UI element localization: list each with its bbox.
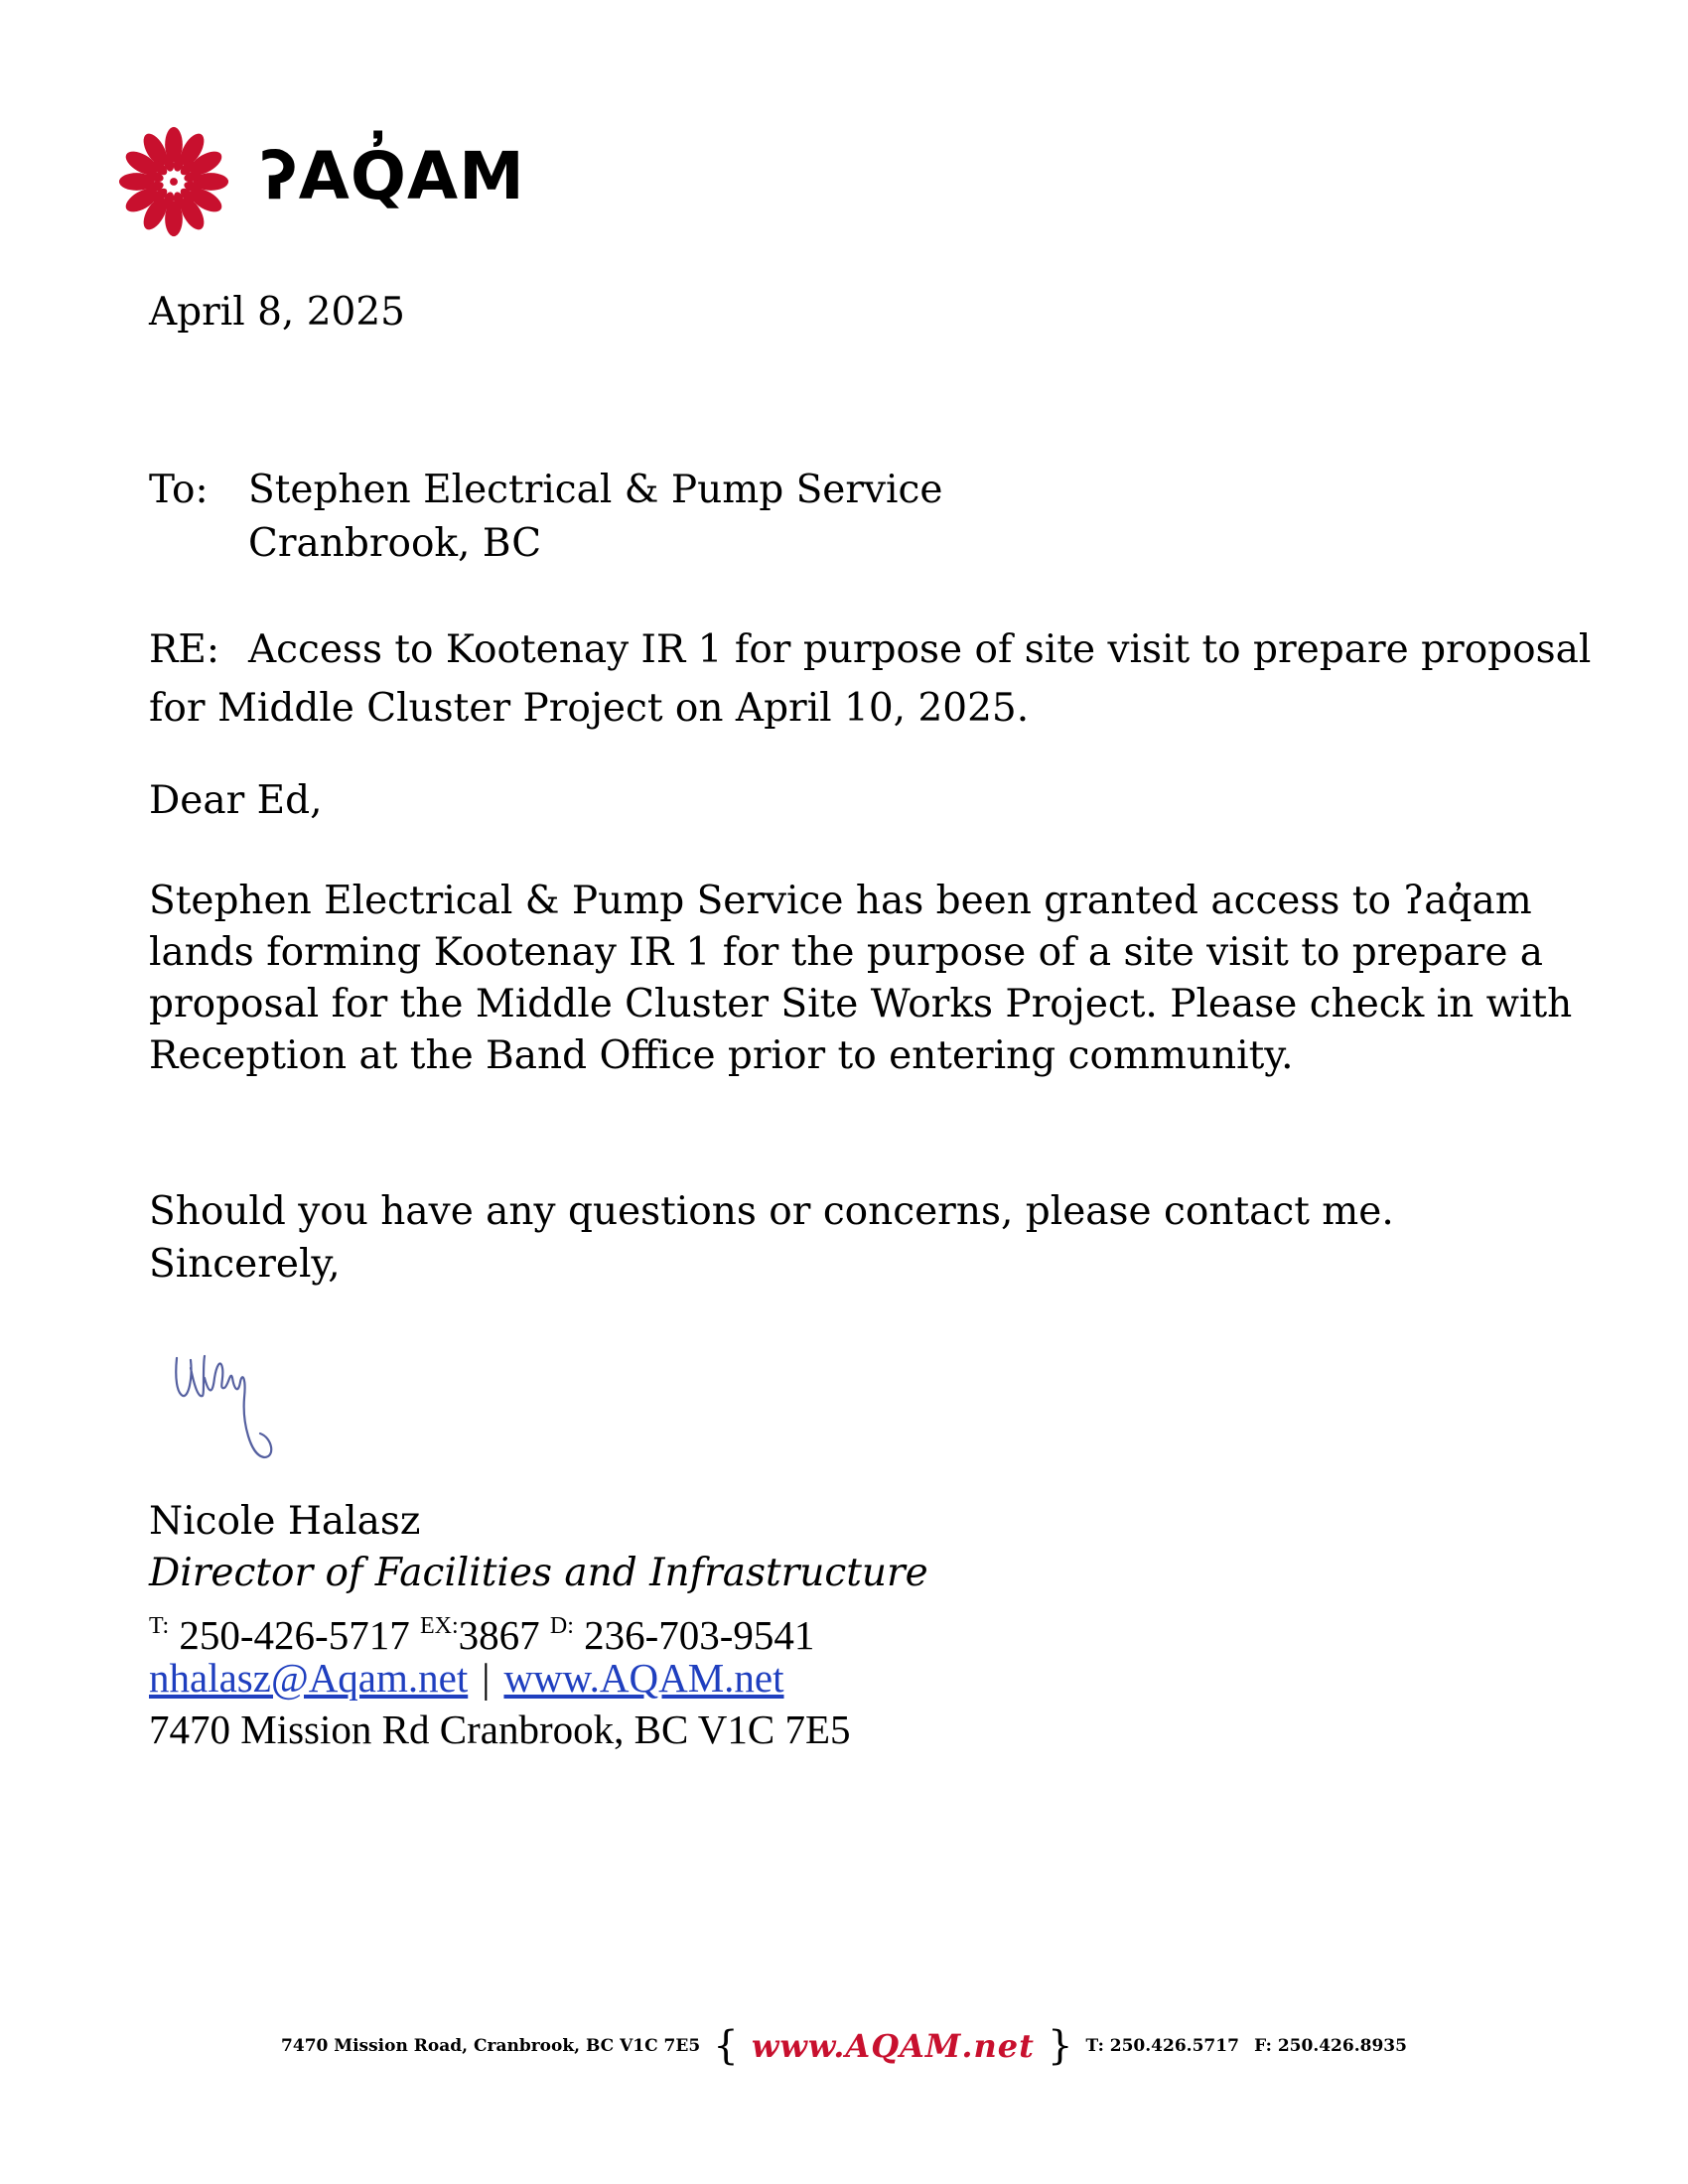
direct-number: 236-703-9541 [584,1612,815,1658]
recipient-location: Cranbrook, BC [248,521,542,566]
paragraph-line: lands forming Kootenay IR 1 for the purpose of a site visit to prepare a [149,930,1544,975]
subject-line-2: for Middle Cluster Project on April 10, 2025. [149,686,1030,731]
signer-name: Nicole Halasz [149,1499,421,1544]
phone-t-label: T: [149,1613,170,1639]
direct-label: D: [549,1613,574,1639]
aqam-flower-logo-icon [115,123,232,240]
letter-date: April 8, 2025 [149,290,405,335]
footer-fax: F: 250.426.8935 [1254,2036,1407,2056]
letterhead-footer [0,2023,1688,2069]
body-paragraph [149,876,1573,1082]
salutation: Dear Ed, [149,778,323,823]
paragraph-line: Stephen Electrical & Pump Service has been granted access to ʔaq̓am [149,879,1532,923]
footer-website: www.AQAM.net [751,2027,1035,2065]
footer-address: 7470 Mission Road, Cranbrook, BC V1C 7E5 [281,2036,701,2056]
re-label: RE: [149,627,219,672]
website-link[interactable]: www.AQAM.net [503,1655,784,1701]
closing-line: Should you have any questions or concerns, please contact me. [149,1189,1394,1234]
aqam-wordmark: ʔAQ̓AM [260,138,525,214]
subject-line-1: Access to Kootenay IR 1 for purpose of site visit to prepare proposal [248,627,1592,672]
ext-label: EX: [419,1613,459,1639]
to-label: To: [149,468,209,512]
paragraph-line: Reception at the Band Office prior to entering community. [149,1033,1294,1078]
contact-links [149,1652,784,1704]
footer-brace-left: { [713,2023,739,2069]
footer-brace-right: } [1047,2023,1073,2069]
email-link[interactable]: nhalasz@Aqam.net [149,1655,469,1701]
handwritten-signature [169,1338,288,1467]
footer-phone: T: 250.426.5717 [1085,2036,1239,2056]
sign-off: Sincerely, [149,1242,341,1287]
recipient-name: Stephen Electrical & Pump Service [248,468,943,512]
paragraph-line: proposal for the Middle Cluster Site Works Project. Please check in with [149,982,1573,1026]
extension-number: 3867 [458,1612,540,1658]
signer-title: Director of Facilities and Infrastructure [149,1551,928,1595]
phone-number: 250-426-5717 [179,1612,410,1658]
link-separator: | [482,1655,491,1701]
signer-address: 7470 Mission Rd Cranbrook, BC V1C 7E5 [149,1706,851,1752]
